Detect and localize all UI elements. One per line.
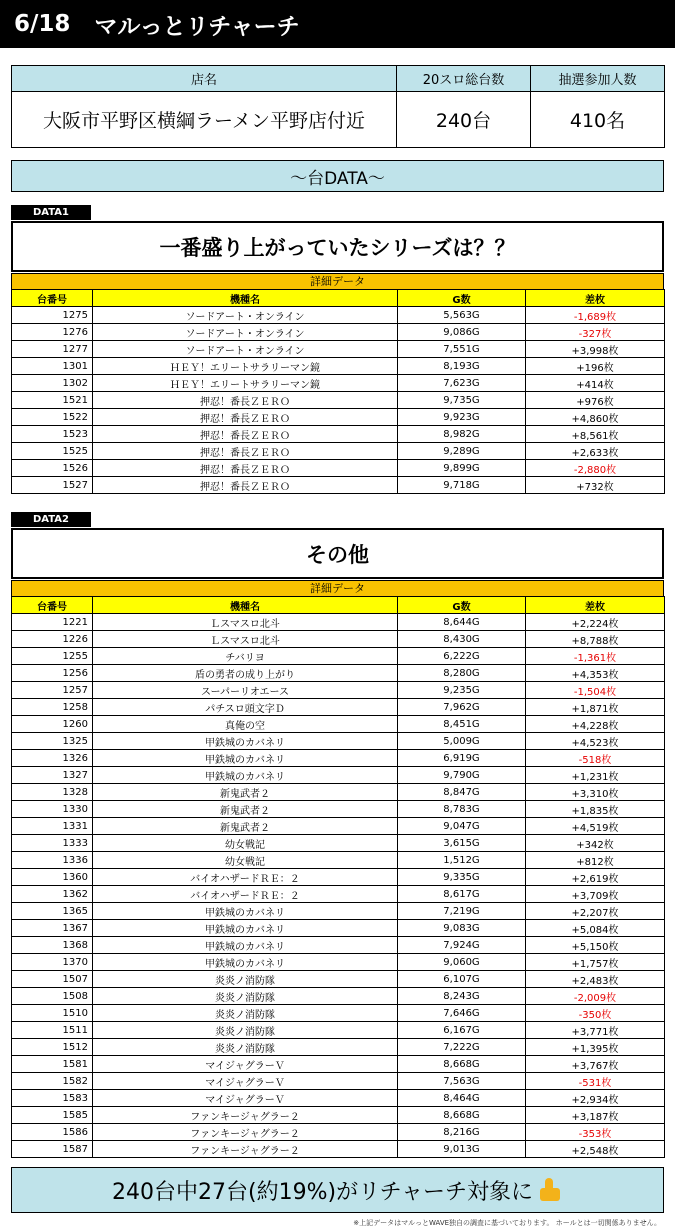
coin-diff: +1,871枚 bbox=[526, 699, 665, 716]
coin-diff: +4,353枚 bbox=[526, 665, 665, 682]
model-name: 新鬼武者２ bbox=[93, 801, 398, 818]
machine-number: 1510 bbox=[12, 1005, 93, 1022]
game-count: 7,551G bbox=[398, 341, 526, 358]
table-row bbox=[12, 1056, 665, 1073]
machine-number: 1326 bbox=[12, 750, 93, 767]
table-row bbox=[12, 426, 665, 443]
model-name: 甲鉄城のカバネリ bbox=[93, 954, 398, 971]
table-row bbox=[12, 818, 665, 835]
coin-diff: +1,835枚 bbox=[526, 801, 665, 818]
table-row bbox=[12, 443, 665, 460]
summary-text: 240台中27台(約19%)がリチャーチ対象に bbox=[112, 1179, 533, 1205]
table-row bbox=[12, 631, 665, 648]
game-count: 8,280G bbox=[398, 665, 526, 682]
game-count: 6,107G bbox=[398, 971, 526, 988]
machine-number: 1527 bbox=[12, 477, 93, 494]
coin-diff: -2,009枚 bbox=[526, 988, 665, 1005]
model-name: 押忍！番長ＺＥＲＯ bbox=[93, 477, 398, 494]
col-machine-no: 台番号 bbox=[12, 597, 93, 614]
model-name: バイオハザードＲＥ：２ bbox=[93, 886, 398, 903]
machine-number: 1365 bbox=[12, 903, 93, 920]
machine-number: 1585 bbox=[12, 1107, 93, 1124]
table-row bbox=[12, 1107, 665, 1124]
model-name: 新鬼武者２ bbox=[93, 818, 398, 835]
summary-banner bbox=[11, 1167, 664, 1213]
model-name: 炎炎ノ消防隊 bbox=[93, 971, 398, 988]
model-name: 炎炎ノ消防隊 bbox=[93, 1039, 398, 1056]
model-name: ソードアート・オンライン bbox=[93, 307, 398, 324]
col-machine-no: 台番号 bbox=[12, 290, 93, 307]
model-name: 炎炎ノ消防隊 bbox=[93, 988, 398, 1005]
coin-diff: +2,934枚 bbox=[526, 1090, 665, 1107]
table-row bbox=[12, 375, 665, 392]
coin-diff: +1,395枚 bbox=[526, 1039, 665, 1056]
game-count: 8,982G bbox=[398, 426, 526, 443]
machine-number: 1512 bbox=[12, 1039, 93, 1056]
col-games: G数 bbox=[398, 597, 526, 614]
model-name: マイジャグラーＶ bbox=[93, 1056, 398, 1073]
coin-diff: +3,771枚 bbox=[526, 1022, 665, 1039]
coin-diff: +3,310枚 bbox=[526, 784, 665, 801]
table-row bbox=[12, 307, 665, 324]
game-count: 8,644G bbox=[398, 614, 526, 631]
coin-diff: +812枚 bbox=[526, 852, 665, 869]
table-row bbox=[12, 733, 665, 750]
coin-diff: +414枚 bbox=[526, 375, 665, 392]
model-name: 幼女戦記 bbox=[93, 852, 398, 869]
section2-detail-label: 詳細データ bbox=[11, 580, 664, 596]
header-date: 6/18 bbox=[14, 11, 71, 37]
table-row bbox=[12, 750, 665, 767]
machine-number: 1277 bbox=[12, 341, 93, 358]
coin-diff: +2,207枚 bbox=[526, 903, 665, 920]
model-name: バイオハザードＲＥ：２ bbox=[93, 869, 398, 886]
section2-table bbox=[11, 596, 665, 1158]
machine-number: 1582 bbox=[12, 1073, 93, 1090]
machine-number: 1327 bbox=[12, 767, 93, 784]
coin-diff: +4,228枚 bbox=[526, 716, 665, 733]
machine-number: 1507 bbox=[12, 971, 93, 988]
game-count: 9,086G bbox=[398, 324, 526, 341]
table-row bbox=[12, 716, 665, 733]
machine-number: 1256 bbox=[12, 665, 93, 682]
game-count: 9,718G bbox=[398, 477, 526, 494]
machine-number: 1302 bbox=[12, 375, 93, 392]
model-name: 押忍！番長ＺＥＲＯ bbox=[93, 392, 398, 409]
table-row bbox=[12, 954, 665, 971]
machine-number: 1330 bbox=[12, 801, 93, 818]
machine-number: 1362 bbox=[12, 886, 93, 903]
coin-diff: +2,224枚 bbox=[526, 614, 665, 631]
game-count: 7,222G bbox=[398, 1039, 526, 1056]
game-count: 6,222G bbox=[398, 648, 526, 665]
section1-tag: DATA1 bbox=[11, 205, 91, 220]
game-count: 9,923G bbox=[398, 409, 526, 426]
page-header bbox=[0, 0, 675, 48]
game-count: 9,013G bbox=[398, 1141, 526, 1158]
coin-diff: +1,231枚 bbox=[526, 767, 665, 784]
coin-diff: -2,880枚 bbox=[526, 460, 665, 477]
machine-number: 1325 bbox=[12, 733, 93, 750]
model-name: 真俺の空 bbox=[93, 716, 398, 733]
game-count: 7,563G bbox=[398, 1073, 526, 1090]
game-count: 1,512G bbox=[398, 852, 526, 869]
table-row bbox=[12, 1090, 665, 1107]
coin-diff: -1,689枚 bbox=[526, 307, 665, 324]
model-name: ＨＥＹ！エリートサラリーマン鏡 bbox=[93, 375, 398, 392]
coin-diff: +1,757枚 bbox=[526, 954, 665, 971]
coin-diff: +8,788枚 bbox=[526, 631, 665, 648]
model-name: 炎炎ノ消防隊 bbox=[93, 1022, 398, 1039]
section1-table bbox=[11, 289, 665, 494]
game-count: 3,615G bbox=[398, 835, 526, 852]
participants: 410名 bbox=[531, 92, 665, 148]
game-count: 8,216G bbox=[398, 1124, 526, 1141]
machine-number: 1257 bbox=[12, 682, 93, 699]
model-name: 甲鉄城のカバネリ bbox=[93, 937, 398, 954]
table-row bbox=[12, 886, 665, 903]
table-row bbox=[12, 614, 665, 631]
game-count: 7,646G bbox=[398, 1005, 526, 1022]
model-name: 押忍！番長ＺＥＲＯ bbox=[93, 426, 398, 443]
coin-diff: -1,504枚 bbox=[526, 682, 665, 699]
machine-number: 1328 bbox=[12, 784, 93, 801]
table-row bbox=[12, 409, 665, 426]
model-name: 甲鉄城のカバネリ bbox=[93, 767, 398, 784]
model-name: スーパーリオエース bbox=[93, 682, 398, 699]
model-name: 押忍！番長ＺＥＲＯ bbox=[93, 443, 398, 460]
game-count: 8,193G bbox=[398, 358, 526, 375]
machine-number: 1511 bbox=[12, 1022, 93, 1039]
col-games: G数 bbox=[398, 290, 526, 307]
participants-header: 抽選参加人数 bbox=[531, 66, 665, 92]
game-count: 5,009G bbox=[398, 733, 526, 750]
col-model: 機種名 bbox=[93, 290, 398, 307]
model-name: 甲鉄城のカバネリ bbox=[93, 733, 398, 750]
footnote: ※上記データはマルっとWAVE独自の調査に基づいております。 ホールとは一切関係ありません。 bbox=[353, 1219, 661, 1227]
coin-diff: +4,519枚 bbox=[526, 818, 665, 835]
table-row bbox=[12, 460, 665, 477]
coin-diff: +5,084枚 bbox=[526, 920, 665, 937]
game-count: 9,235G bbox=[398, 682, 526, 699]
coin-diff: -518枚 bbox=[526, 750, 665, 767]
coin-diff: +4,860枚 bbox=[526, 409, 665, 426]
table-row bbox=[12, 341, 665, 358]
table-row bbox=[12, 682, 665, 699]
game-count: 9,735G bbox=[398, 392, 526, 409]
model-name: ファンキージャグラー２ bbox=[93, 1124, 398, 1141]
coin-diff: +3,767枚 bbox=[526, 1056, 665, 1073]
table-row bbox=[12, 392, 665, 409]
game-count: 9,047G bbox=[398, 818, 526, 835]
model-name: Ｌスマスロ北斗 bbox=[93, 631, 398, 648]
game-count: 8,783G bbox=[398, 801, 526, 818]
section1-title: 一番盛り上がっていたシリーズは？？ bbox=[11, 221, 664, 272]
coin-diff: +3,709枚 bbox=[526, 886, 665, 903]
machine-number: 1370 bbox=[12, 954, 93, 971]
model-name: 盾の勇者の成り上がり bbox=[93, 665, 398, 682]
game-count: 8,847G bbox=[398, 784, 526, 801]
table-row bbox=[12, 1005, 665, 1022]
game-count: 9,060G bbox=[398, 954, 526, 971]
data-heading: ～台DATA～ bbox=[11, 160, 664, 192]
model-name: 幼女戦記 bbox=[93, 835, 398, 852]
table-row bbox=[12, 903, 665, 920]
coin-diff: +196枚 bbox=[526, 358, 665, 375]
coin-diff: +3,998枚 bbox=[526, 341, 665, 358]
coin-diff: +4,523枚 bbox=[526, 733, 665, 750]
machine-number: 1581 bbox=[12, 1056, 93, 1073]
table-row bbox=[12, 1022, 665, 1039]
table-row bbox=[12, 648, 665, 665]
game-count: 9,335G bbox=[398, 869, 526, 886]
machine-number: 1301 bbox=[12, 358, 93, 375]
col-model: 機種名 bbox=[93, 597, 398, 614]
table-row bbox=[12, 801, 665, 818]
machine-number: 1226 bbox=[12, 631, 93, 648]
section1-detail-label: 詳細データ bbox=[11, 273, 664, 289]
coin-diff: +342枚 bbox=[526, 835, 665, 852]
machine-number: 1276 bbox=[12, 324, 93, 341]
total-machines-header: 20スロ総台数 bbox=[397, 66, 531, 92]
machine-number: 1508 bbox=[12, 988, 93, 1005]
table-row bbox=[12, 971, 665, 988]
table-row bbox=[12, 869, 665, 886]
table-row bbox=[12, 665, 665, 682]
machine-number: 1367 bbox=[12, 920, 93, 937]
header-title: マルっとリチャーチ bbox=[94, 13, 300, 40]
coin-diff: +2,483枚 bbox=[526, 971, 665, 988]
game-count: 8,451G bbox=[398, 716, 526, 733]
game-count: 8,617G bbox=[398, 886, 526, 903]
game-count: 9,289G bbox=[398, 443, 526, 460]
machine-number: 1525 bbox=[12, 443, 93, 460]
game-count: 5,563G bbox=[398, 307, 526, 324]
model-name: パチスロ頭文字Ｄ bbox=[93, 699, 398, 716]
table-row bbox=[12, 835, 665, 852]
game-count: 7,219G bbox=[398, 903, 526, 920]
table-row bbox=[12, 699, 665, 716]
shop-name: 大阪市平野区横綱ラーメン平野店付近 bbox=[12, 92, 397, 148]
coin-diff: -350枚 bbox=[526, 1005, 665, 1022]
coin-diff: +3,187枚 bbox=[526, 1107, 665, 1124]
machine-number: 1258 bbox=[12, 699, 93, 716]
table-row bbox=[12, 1141, 665, 1158]
machine-number: 1586 bbox=[12, 1124, 93, 1141]
machine-number: 1521 bbox=[12, 392, 93, 409]
table-row bbox=[12, 784, 665, 801]
model-name: 押忍！番長ＺＥＲＯ bbox=[93, 460, 398, 477]
coin-diff: +2,548枚 bbox=[526, 1141, 665, 1158]
game-count: 8,668G bbox=[398, 1107, 526, 1124]
table-row bbox=[12, 358, 665, 375]
coin-diff: -353枚 bbox=[526, 1124, 665, 1141]
model-name: ソードアート・オンライン bbox=[93, 341, 398, 358]
table-row bbox=[12, 1039, 665, 1056]
table-row bbox=[12, 324, 665, 341]
table-row bbox=[12, 920, 665, 937]
machine-number: 1331 bbox=[12, 818, 93, 835]
model-name: 押忍！番長ＺＥＲＯ bbox=[93, 409, 398, 426]
machine-number: 1336 bbox=[12, 852, 93, 869]
machine-number: 1526 bbox=[12, 460, 93, 477]
machine-number: 1275 bbox=[12, 307, 93, 324]
section2-title: その他 bbox=[11, 528, 664, 579]
model-name: 甲鉄城のカバネリ bbox=[93, 903, 398, 920]
model-name: 新鬼武者２ bbox=[93, 784, 398, 801]
coin-diff: +8,561枚 bbox=[526, 426, 665, 443]
machine-number: 1587 bbox=[12, 1141, 93, 1158]
game-count: 7,962G bbox=[398, 699, 526, 716]
machine-number: 1360 bbox=[12, 869, 93, 886]
model-name: 甲鉄城のカバネリ bbox=[93, 920, 398, 937]
machine-number: 1523 bbox=[12, 426, 93, 443]
section2-tag: DATA2 bbox=[11, 512, 91, 527]
shop-name-header: 店名 bbox=[12, 66, 397, 92]
shop-info-table bbox=[11, 65, 665, 148]
model-name: ファンキージャグラー２ bbox=[93, 1107, 398, 1124]
machine-number: 1583 bbox=[12, 1090, 93, 1107]
game-count: 9,899G bbox=[398, 460, 526, 477]
game-count: 7,924G bbox=[398, 937, 526, 954]
table-row bbox=[12, 937, 665, 954]
coin-diff: +2,619枚 bbox=[526, 869, 665, 886]
col-diff: 差枚 bbox=[526, 597, 665, 614]
table-row bbox=[12, 767, 665, 784]
machine-number: 1522 bbox=[12, 409, 93, 426]
game-count: 6,167G bbox=[398, 1022, 526, 1039]
table-row bbox=[12, 988, 665, 1005]
table-row bbox=[12, 477, 665, 494]
coin-diff: +732枚 bbox=[526, 477, 665, 494]
model-name: ソードアート・オンライン bbox=[93, 324, 398, 341]
table-row bbox=[12, 1073, 665, 1090]
model-name: 炎炎ノ消防隊 bbox=[93, 1005, 398, 1022]
machine-number: 1368 bbox=[12, 937, 93, 954]
machine-number: 1260 bbox=[12, 716, 93, 733]
machine-number: 1333 bbox=[12, 835, 93, 852]
coin-diff: +5,150枚 bbox=[526, 937, 665, 954]
machine-number: 1221 bbox=[12, 614, 93, 631]
model-name: 甲鉄城のカバネリ bbox=[93, 750, 398, 767]
game-count: 6,919G bbox=[398, 750, 526, 767]
total-machines: 240台 bbox=[397, 92, 531, 148]
table-row bbox=[12, 1124, 665, 1141]
thumbs-up-icon bbox=[537, 1177, 563, 1203]
coin-diff: -1,361枚 bbox=[526, 648, 665, 665]
model-name: ファンキージャグラー２ bbox=[93, 1141, 398, 1158]
game-count: 9,083G bbox=[398, 920, 526, 937]
coin-diff: +976枚 bbox=[526, 392, 665, 409]
game-count: 8,430G bbox=[398, 631, 526, 648]
model-name: Ｌスマスロ北斗 bbox=[93, 614, 398, 631]
model-name: マイジャグラーＶ bbox=[93, 1073, 398, 1090]
col-diff: 差枚 bbox=[526, 290, 665, 307]
coin-diff: +2,633枚 bbox=[526, 443, 665, 460]
game-count: 8,668G bbox=[398, 1056, 526, 1073]
model-name: チバリヨ bbox=[93, 648, 398, 665]
model-name: マイジャグラーＶ bbox=[93, 1090, 398, 1107]
coin-diff: -531枚 bbox=[526, 1073, 665, 1090]
game-count: 9,790G bbox=[398, 767, 526, 784]
game-count: 7,623G bbox=[398, 375, 526, 392]
model-name: ＨＥＹ！エリートサラリーマン鏡 bbox=[93, 358, 398, 375]
coin-diff: -327枚 bbox=[526, 324, 665, 341]
machine-number: 1255 bbox=[12, 648, 93, 665]
game-count: 8,464G bbox=[398, 1090, 526, 1107]
game-count: 8,243G bbox=[398, 988, 526, 1005]
table-row bbox=[12, 852, 665, 869]
